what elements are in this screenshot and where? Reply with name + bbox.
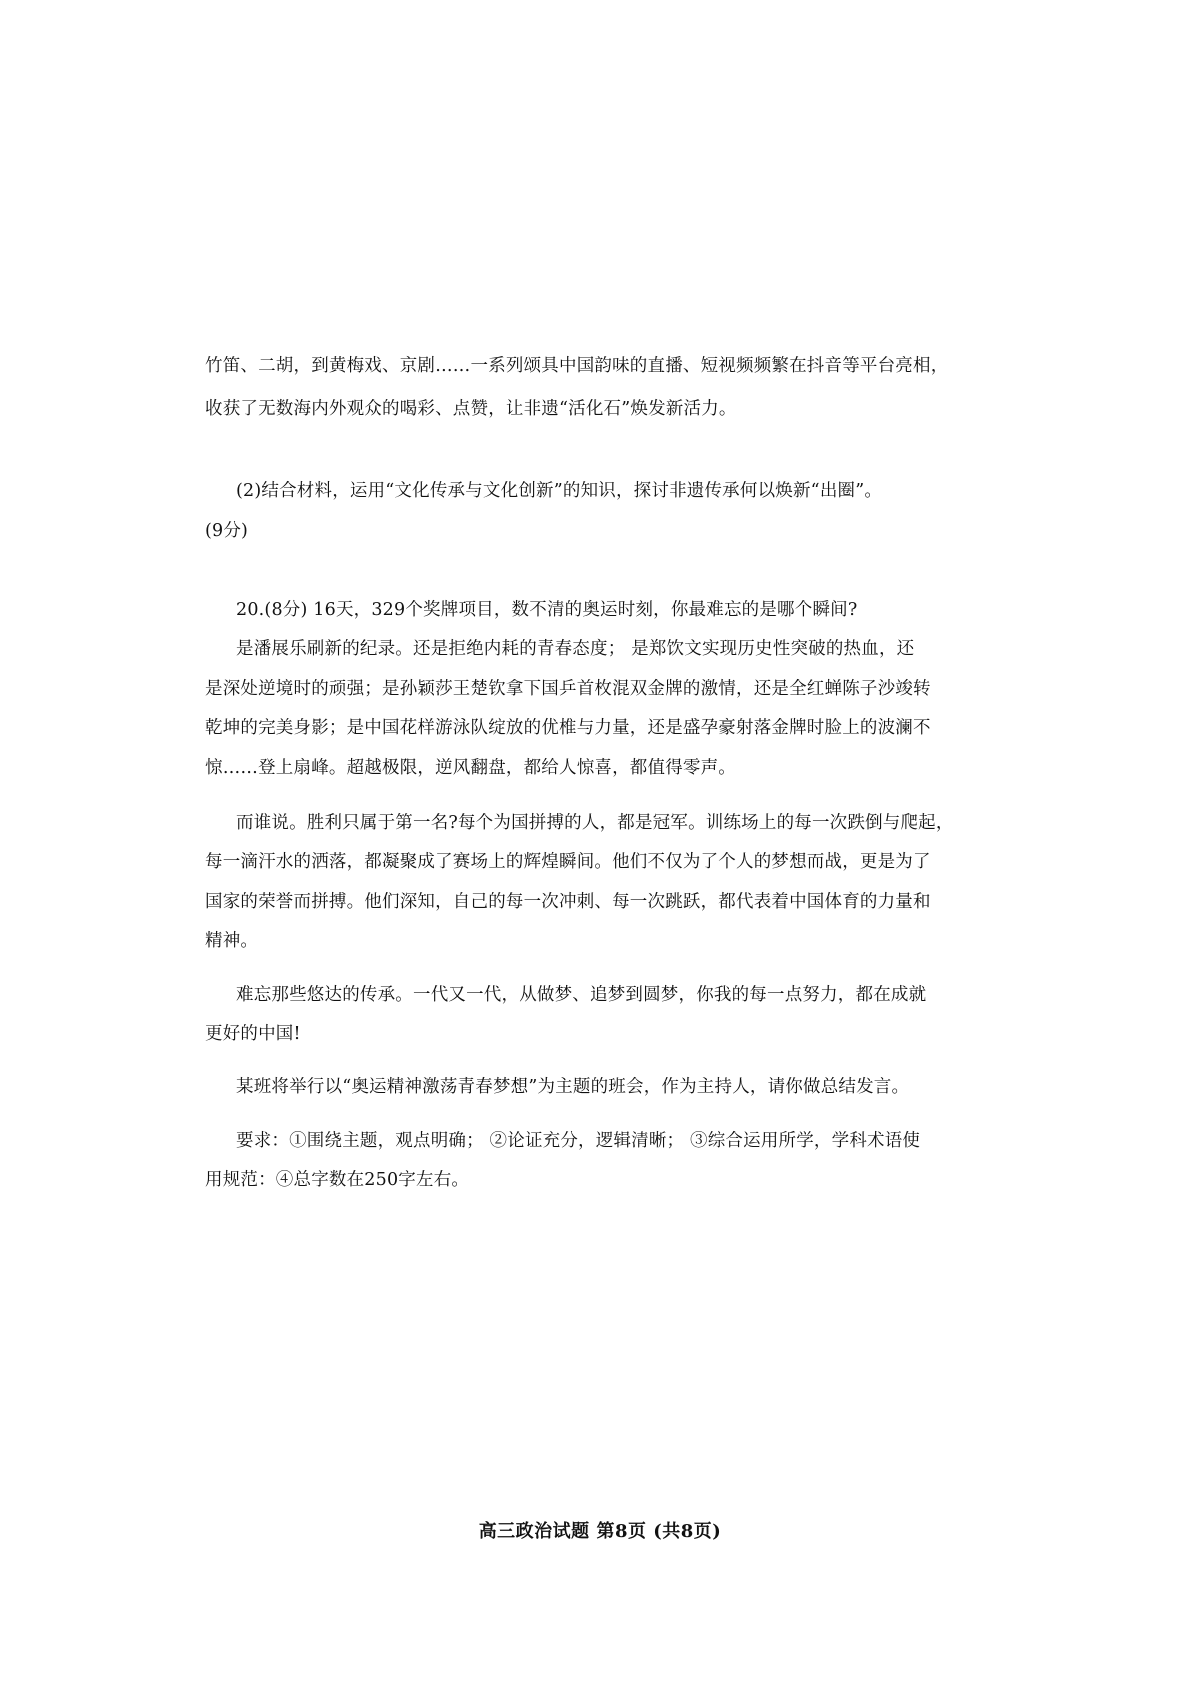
page-footer: 高三政治试题 第8页 (共8页) bbox=[478, 1521, 722, 1542]
q20-requirements-line-1: 要求：①围绕主题，观点明确； ②论证充分，逻辑清晰； ③综合运用所学，学科术语使 bbox=[236, 1131, 921, 1151]
q20-paragraph-2-line-1: 而谁说。胜利只属于第一名?每个为国拼搏的人，都是冠军。训练场上的每一次跌倒与爬起， bbox=[236, 813, 954, 833]
question-20-heading: 20.(8分) 16天，329个奖牌项目，数不清的奥运时刻，你最难忘的是哪个瞬间? bbox=[236, 600, 858, 620]
q20-paragraph-3-line-1: 难忘那些悠达的传承。一代又一代，从做梦、追梦到圆梦，你我的每一点努力，都在成就 bbox=[236, 985, 927, 1005]
q20-paragraph-1-line-4: 惊……登上扇峰。超越极限，逆风翻盘，都给人惊喜，都值得零声。 bbox=[205, 758, 736, 778]
q20-paragraph-1-line-2: 是深处逆境时的顽强；是孙颖莎王楚钦拿下国乒首枚混双金牌的激情，还是全红蝉陈子沙竣转 bbox=[205, 679, 931, 699]
material-line-1: 竹笛、二胡，到黄梅戏、京剧……一系列颂具中国韵味的直播、短视频频繁在抖音等平台亮相， bbox=[205, 356, 949, 376]
q20-paragraph-2-line-4: 精神。 bbox=[205, 931, 259, 951]
material-line-2: 收获了无数海内外观众的喝彩、点赞，让非遗“活化石”焕发新活力。 bbox=[205, 399, 737, 419]
q20-paragraph-1-line-1: 是潘展乐刷新的纪录。还是拒绝内耗的青春态度； 是郑饮文实现历史性突破的热血，还 bbox=[236, 639, 915, 659]
q20-paragraph-2-line-2: 每一滴汗水的洒落，都凝聚成了赛场上的辉煌瞬间。他们不仅为了个人的梦想而战，更是为了 bbox=[205, 852, 931, 872]
q20-requirements-line-2: 用规范：④总字数在250字左右。 bbox=[205, 1170, 470, 1190]
q20-paragraph-1-line-3: 乾坤的完美身影；是中国花样游泳队绽放的优椎与力量，还是盛孕豪射落金牌时脸上的波澜不 bbox=[205, 718, 931, 738]
q20-paragraph-2-line-3: 国家的荣誉而拼搏。他们深知，自己的每一次冲刺、每一次跳跃，都代表着中国体育的力量和 bbox=[205, 892, 931, 912]
q20-paragraph-3-line-2: 更好的中国! bbox=[205, 1024, 301, 1044]
question-19-2-line-1: (2)结合材料，运用“文化传承与文化创新”的知识，探讨非遗传承何以焕新“出圈”。 bbox=[236, 481, 883, 501]
question-19-2-line-2: (9分) bbox=[205, 521, 249, 541]
q20-task: 某班将举行以“奥运精神激荡青春梦想”为主题的班会，作为主持人，请你做总结发言。 bbox=[236, 1077, 910, 1097]
